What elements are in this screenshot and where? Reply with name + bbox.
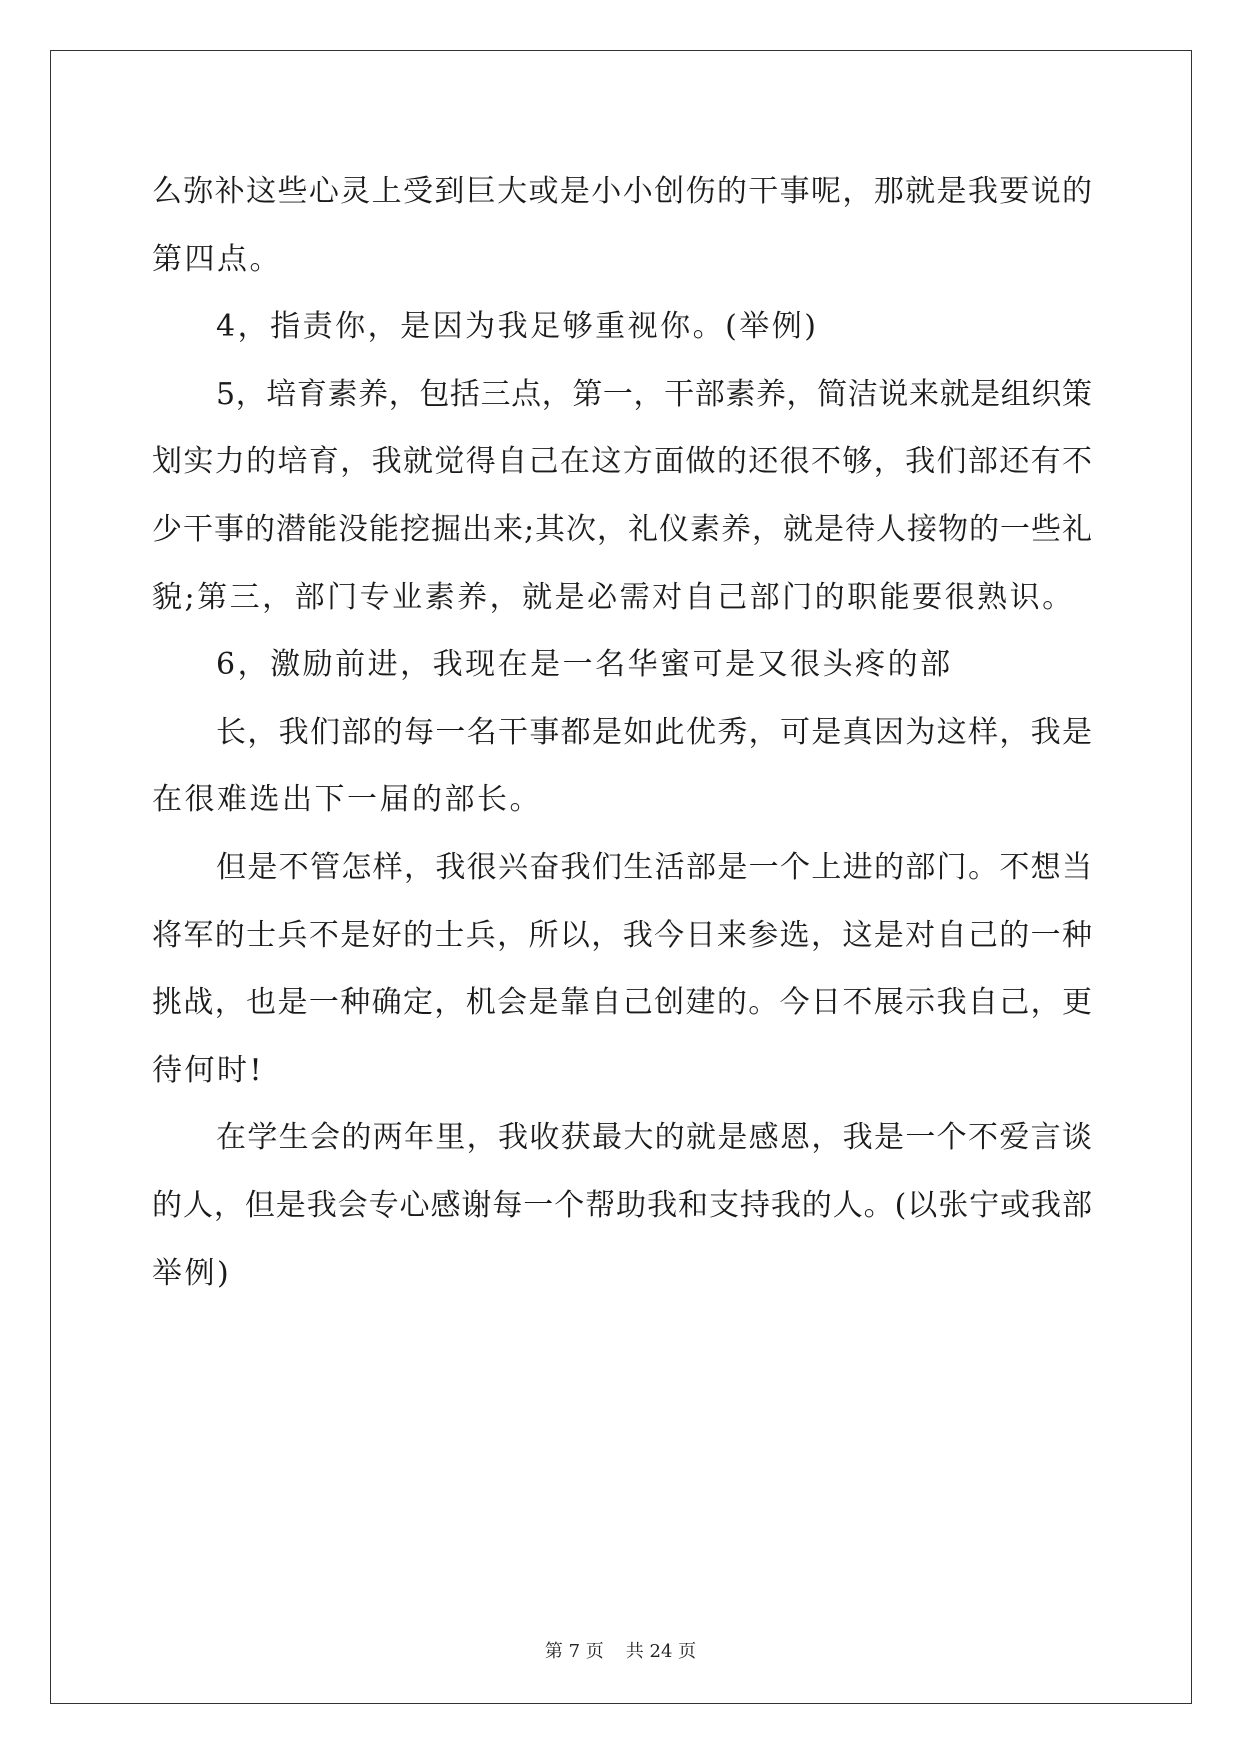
text-line: 第四点。 [152,241,282,277]
text-line: 5，培育素养，包括三点，第一，干部素养，简洁说来就是组织策 [216,376,1092,412]
text-line: 将军的士兵不是好的士兵，所以，我今日来参选，这是对自己的一种 [152,917,1092,953]
text-line: 么弥补这些心灵上受到巨大或是小小创伤的干事呢，那就是我要说的 [152,174,1092,209]
text-line: 的人，但是我会专心感谢每一个帮助我和支持我的人。(以张宁或我部 [152,1187,1092,1223]
text-line: 貌;第三，部门专业素养，就是必需对自己部门的职能要很熟识。 [152,579,1075,615]
text-line: 但是不管怎样，我很兴奋我们生活部是一个上进的部门。不想当 [216,849,1092,885]
text-line: 长，我们部的每一名干事都是如此优秀，可是真因为这样，我是 [216,714,1092,750]
text-line: 6，激励前进，我现在是一名华蜜可是又很头疼的部 [216,647,953,683]
text-line: 挑战，也是一种确定，机会是靠自己创建的。今日不展示我自己，更 [152,985,1092,1021]
text-line: 4，指责你，是因为我足够重视你。(举例) [216,309,819,345]
text-line: 在很难选出下一届的部长。 [152,782,542,818]
page-number: 第 7 页 [544,1641,604,1662]
text-line: 少干事的潜能没能挖掘出来;其次，礼仪素养，就是待人接物的一些礼 [152,511,1092,547]
text-line: 待何时! [152,1052,265,1088]
text-line: 在学生会的两年里，我收获最大的就是感恩，我是一个不爱言谈 [216,1120,1092,1156]
page-total: 共 24 页 [625,1641,697,1662]
text-line: 划实力的培育，我就觉得自己在这方面做的还很不够，我们部还有不 [152,444,1092,480]
page-footer [0,1637,1241,1663]
text-line: 举例) [152,1255,232,1291]
document-body [152,158,1092,1307]
